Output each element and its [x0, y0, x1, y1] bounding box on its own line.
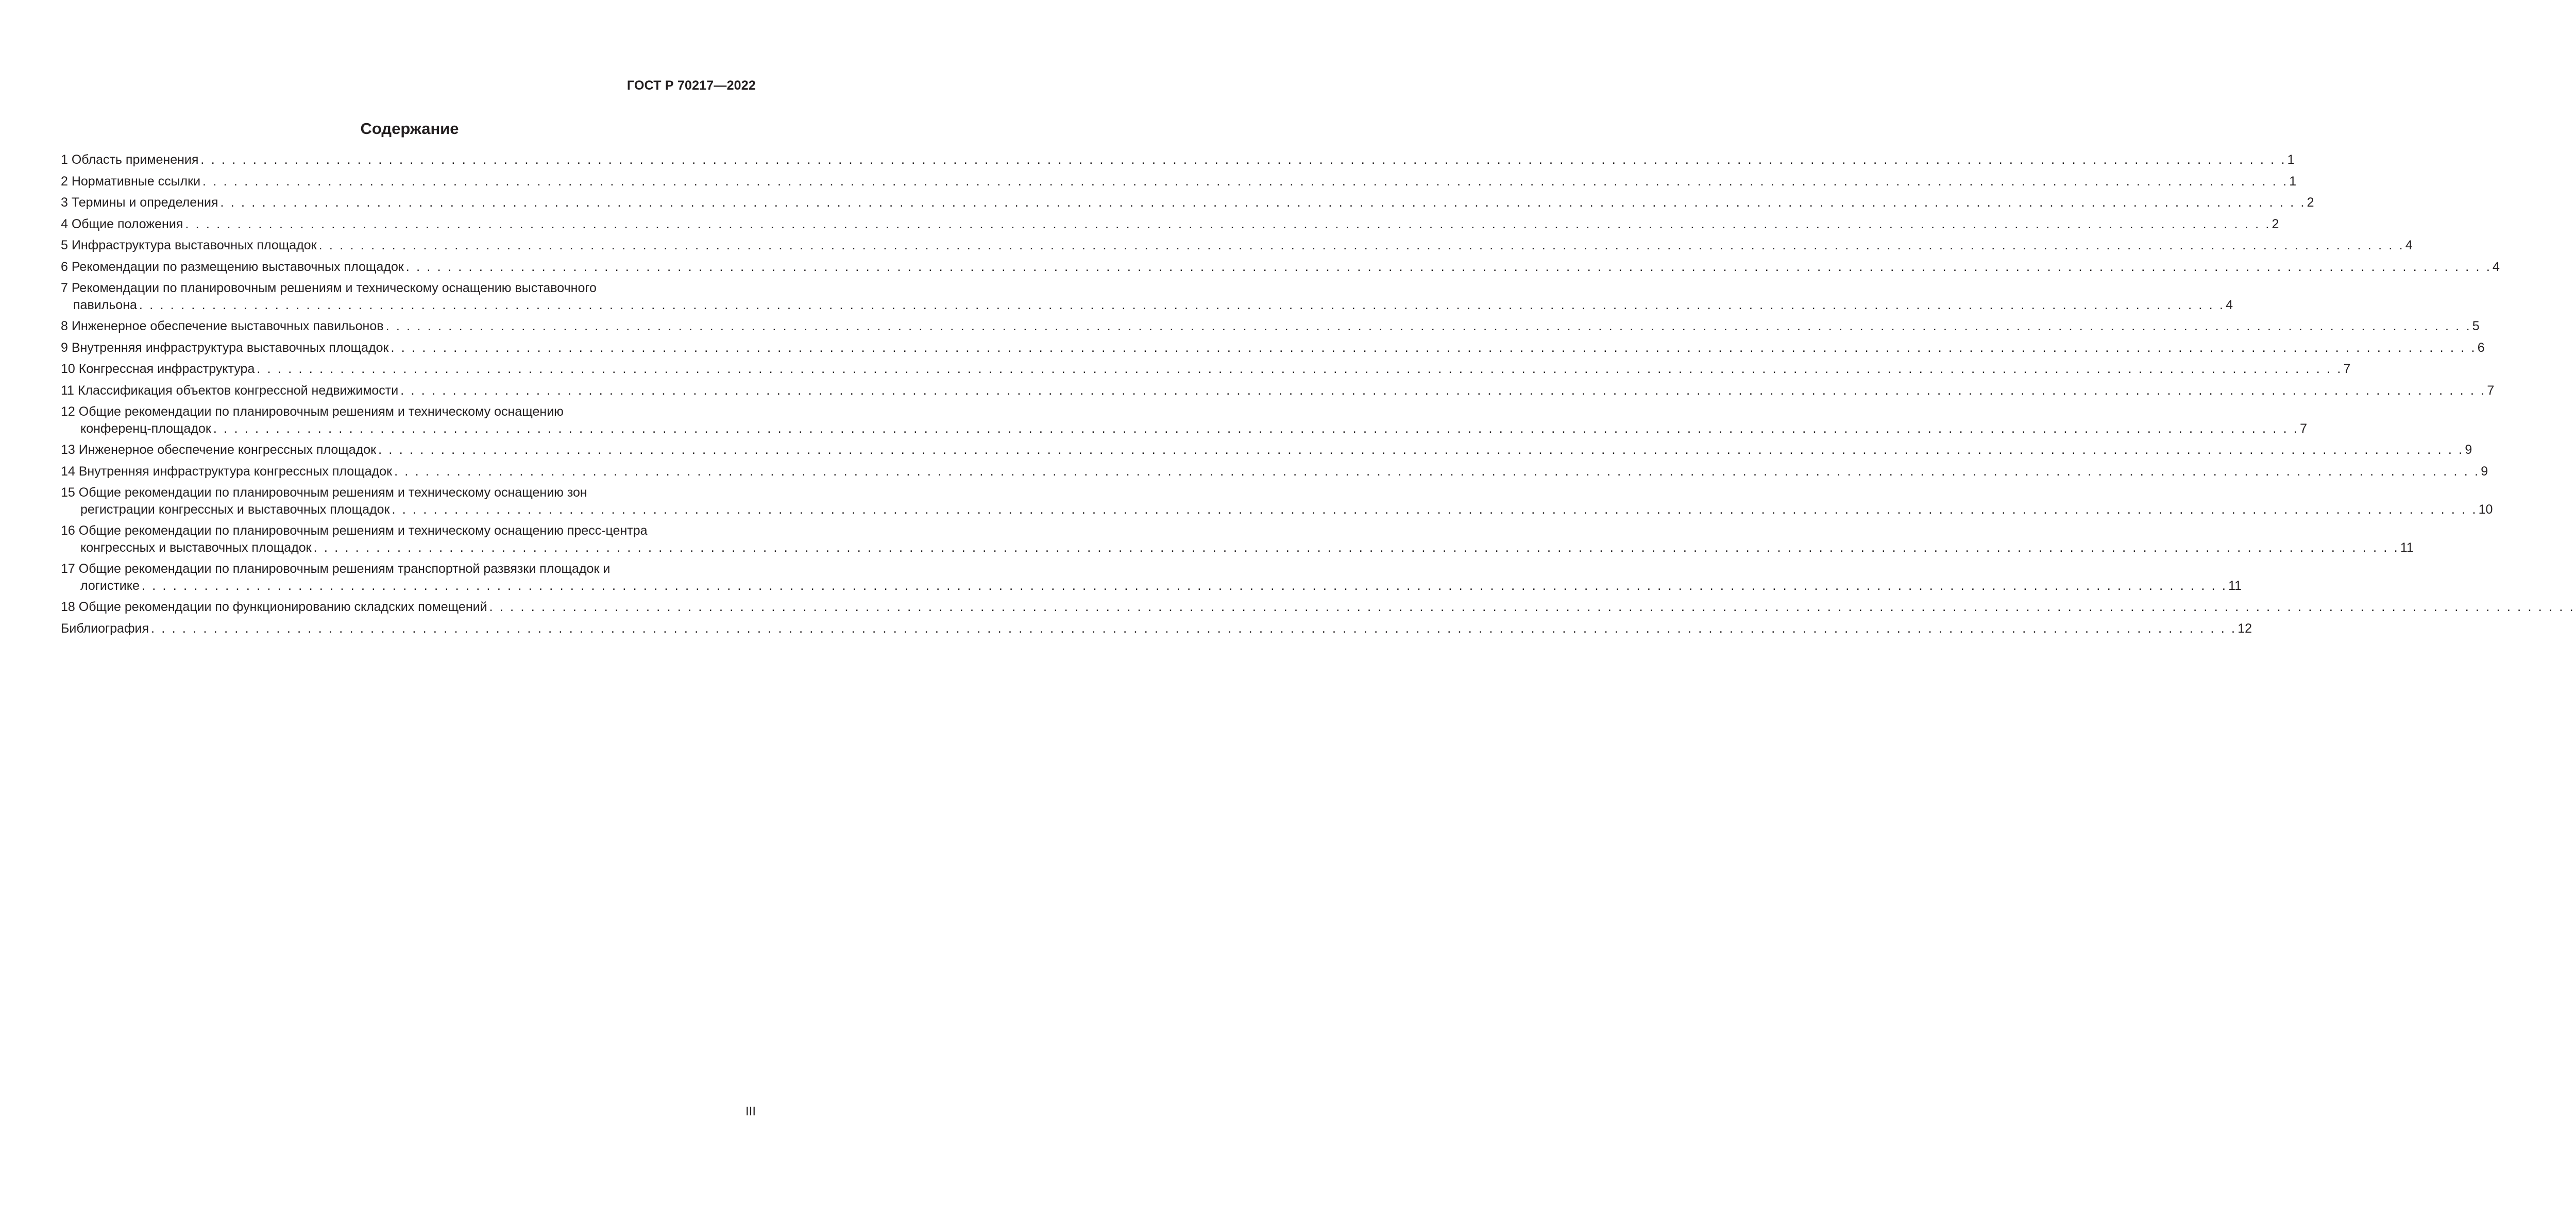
- toc-entry-title-continuation: павильона: [73, 298, 137, 312]
- toc-entry[interactable]: [61, 214, 2279, 235]
- toc-entry-title: 14 Внутренняя инфраструктура конгрессных площадок: [61, 464, 393, 479]
- dot-leader: . . . . . . . . . . . . . . . . . . . . . . . . . . . . . . . . . . . . . . . . . . . . . . . . . . . . . . . . . . . . . . . . . . . . . . . . . . . . . . . . . . . . . . . . . . . . . . . . . . . . . . . . . . . . . . . . . . . . . . . . . . . . . . . . . . . . . . . . . . . . . . . . . . . . . . . . . . . . . . . . . . . . . . . . . . . . . . . . . . . . . . . . . . . . . . . . . . . . . . . .: [200, 152, 2286, 167]
- toc-entry-page: 1: [2289, 174, 2297, 189]
- toc-entry-page: 7: [2343, 362, 2351, 376]
- document-code: ГОСТ Р 70217—2022: [626, 78, 756, 93]
- page-number: III: [745, 1105, 756, 1118]
- dot-leader: . . . . . . . . . . . . . . . . . . . . . . . . . . . . . . . . . . . . . . . . . . . . . . . . . . . . . . . . . . . . . . . . . . . . . . . . . . . . . . . . . . . . . . . . . . . . . . . . . . . . . . . . . . . . . . . . . . . . . . . . . . . . . . . . . . . . . . . . . . . . . . . . . . . . . . . . . . . . . . . . . . . . . . . . . . . . . . . . . . . . . . . . . . . . . . . . . . . . . . . .: [391, 340, 2477, 355]
- dot-leader: . . . . . . . . . . . . . . . . . . . . . . . . . . . . . . . . . . . . . . . . . . . . . . . . . . . . . . . . . . . . . . . . . . . . . . . . . . . . . . . . . . . . . . . . . . . . . . . . . . . . . . . . . . . . . . . . . . . . . . . . . . . . . . . . . . . . . . . . . . . . . . . . . . . . . . . . . . . . . . . . . . . . . . . . . . . . . . . . . . . . . . . . . . . . . . . . . . . . . . . .: [257, 362, 2343, 376]
- toc-entry-title: 6 Рекомендации по размещению выставочных площадок: [61, 259, 404, 274]
- toc-entry-title: 1 Область применения: [61, 152, 199, 167]
- toc-entry-title: 8 Инженерное обеспечение выставочных павильонов: [61, 319, 384, 333]
- dot-leader: . . . . . . . . . . . . . . . . . . . . . . . . . . . . . . . . . . . . . . . . . . . . . . . . . . . . . . . . . . . . . . . . . . . . . . . . . . . . . . . . . . . . . . . . . . . . . . . . . . . . . . . . . . . . . . . . . . . . . . . . . . . . . . . . . . . . . . . . . . . . . . . . . . . . . . . . . . . . . . . . . . . . . . . . . . . . . . . . . . . . . . . . . . . . . . . . . . . . . . . .: [220, 195, 2306, 210]
- toc-entry-page: 9: [2465, 443, 2472, 457]
- dot-leader: . . . . . . . . . . . . . . . . . . . . . . . . . . . . . . . . . . . . . . . . . . . . . . . . . . . . . . . . . . . . . . . . . . . . . . . . . . . . . . . . . . . . . . . . . . . . . . . . . . . . . . . . . . . . . . . . . . . . . . . . . . . . . . . . . . . . . . . . . . . . . . . . . . . . . . . . . . . . . . . . . . . . . . . . . . . . . . . . . . . . . . . . . . . . . . . . . . . . . . . .: [378, 443, 2464, 457]
- toc-entry-page: 1: [2287, 152, 2295, 167]
- toc-entry-title: 15 Общие рекомендации по планировочным решениям и техническому оснащению зон: [61, 485, 587, 500]
- toc-entry[interactable]: [61, 192, 2314, 214]
- dot-leader: . . . . . . . . . . . . . . . . . . . . . . . . . . . . . . . . . . . . . . . . . . . . . . . . . . . . . . . . . . . . . . . . . . . . . . . . . . . . . . . . . . . . . . . . . . . . . . . . . . . . . . . . . . . . . . . . . . . . . . . . . . . . . . . . . . . . . . . . . . . . . . . . . . . . . . . . . . . . . . . . . . . . . . . . . . . . . . . . . . . . . . . . . . . . . . . . . . . . . . . .: [405, 259, 2492, 274]
- dot-leader: . . . . . . . . . . . . . . . . . . . . . . . . . . . . . . . . . . . . . . . . . . . . . . . . . . . . . . . . . . . . . . . . . . . . . . . . . . . . . . . . . . . . . . . . . . . . . . . . . . . . . . . . . . . . . . . . . . . . . . . . . . . . . . . . . . . . . . . . . . . . . . . . . . . . . . . . . . . . . . . . . . . . . . . . . . . . . . . . . . . . . . . . . . . . . . . . . . . . . . . .: [313, 540, 2399, 555]
- toc-entry-title-continuation: конгрессных и выставочных площадок: [80, 540, 312, 555]
- toc-entry-title: 16 Общие рекомендации по планировочным решениям и техническому оснащению пресс-центра: [61, 523, 648, 538]
- toc-title: Содержание: [360, 120, 459, 138]
- dot-leader: . . . . . . . . . . . . . . . . . . . . . . . . . . . . . . . . . . . . . . . . . . . . . . . . . . . . . . . . . . . . . . . . . . . . . . . . . . . . . . . . . . . . . . . . . . . . . . . . . . . . . . . . . . . . . . . . . . . . . . . . . . . . . . . . . . . . . . . . . . . . . . . . . . . . . . . . . . . . . . . . . . . . . . . . . . . . . . . . . . . . . . . . . . . . . . . . . . . . . . . .: [489, 600, 2575, 614]
- dot-leader: . . . . . . . . . . . . . . . . . . . . . . . . . . . . . . . . . . . . . . . . . . . . . . . . . . . . . . . . . . . . . . . . . . . . . . . . . . . . . . . . . . . . . . . . . . . . . . . . . . . . . . . . . . . . . . . . . . . . . . . . . . . . . . . . . . . . . . . . . . . . . . . . . . . . . . . . . . . . . . . . . . . . . . . . . . . . . . . . . . . . . . . . . . . . . . . . . . . . . . . .: [392, 502, 2478, 517]
- toc-entry-page: 12: [2238, 621, 2252, 636]
- toc-entry-title: 2 Нормативные ссылки: [61, 174, 201, 189]
- toc-entry-title: 18 Общие рекомендации по функционированию складских помещений: [61, 600, 487, 614]
- toc-entry-title: 5 Инфраструктура выставочных площадок: [61, 238, 317, 252]
- toc-entry[interactable]: [61, 461, 2488, 483]
- table-of-contents: [61, 149, 2575, 639]
- toc-entry[interactable]: [61, 359, 2351, 380]
- toc-entry-title-continuation: логистике: [80, 579, 140, 593]
- toc-entry-title: Библиография: [61, 621, 149, 636]
- toc-entry-title: 4 Общие положения: [61, 216, 183, 231]
- toc-entry-page: 11: [2400, 540, 2414, 555]
- toc-entry[interactable]: [61, 257, 2500, 278]
- toc-entry-page: 4: [2492, 259, 2500, 274]
- toc-entry[interactable]: [61, 171, 2297, 193]
- toc-entry-page: 4: [2405, 238, 2413, 252]
- dot-leader: . . . . . . . . . . . . . . . . . . . . . . . . . . . . . . . . . . . . . . . . . . . . . . . . . . . . . . . . . . . . . . . . . . . . . . . . . . . . . . . . . . . . . . . . . . . . . . . . . . . . . . . . . . . . . . . . . . . . . . . . . . . . . . . . . . . . . . . . . . . . . . . . . . . . . . . . . . . . . . . . . . . . . . . . . . . . . . . . . . . . . . . . . . . . . . . . . . . . . . . .: [185, 216, 2271, 231]
- toc-entry-page: 4: [2226, 298, 2233, 312]
- toc-entry[interactable]: [61, 401, 2307, 439]
- toc-entry-title: 10 Конгрессная инфраструктура: [61, 362, 255, 376]
- toc-entry-title-continuation: регистрации конгрессных и выставочных площадок: [80, 502, 390, 517]
- dot-leader: . . . . . . . . . . . . . . . . . . . . . . . . . . . . . . . . . . . . . . . . . . . . . . . . . . . . . . . . . . . . . . . . . . . . . . . . . . . . . . . . . . . . . . . . . . . . . . . . . . . . . . . . . . . . . . . . . . . . . . . . . . . . . . . . . . . . . . . . . . . . . . . . . . . . . . . . . . . . . . . . . . . . . . . . . . . . . . . . . . . . . . . . . . . . . . . . . . . . . . . .: [151, 621, 2237, 636]
- toc-entry-title: 17 Общие рекомендации по планировочным решениям транспортной развязки площадок и: [61, 562, 611, 576]
- toc-entry[interactable]: [61, 316, 2480, 337]
- toc-entry[interactable]: [61, 149, 2295, 171]
- toc-entry-title-continuation: конференц-площадок: [80, 421, 211, 436]
- dot-leader: . . . . . . . . . . . . . . . . . . . . . . . . . . . . . . . . . . . . . . . . . . . . . . . . . . . . . . . . . . . . . . . . . . . . . . . . . . . . . . . . . . . . . . . . . . . . . . . . . . . . . . . . . . . . . . . . . . . . . . . . . . . . . . . . . . . . . . . . . . . . . . . . . . . . . . . . . . . . . . . . . . . . . . . . . . . . . . . . . . . . . . . . . . . . . . . . . . . . . . . .: [385, 319, 2471, 333]
- toc-entry[interactable]: [61, 558, 2242, 597]
- toc-entry-title: 3 Термины и определения: [61, 195, 218, 210]
- toc-entry[interactable]: [61, 235, 2413, 257]
- dot-leader: . . . . . . . . . . . . . . . . . . . . . . . . . . . . . . . . . . . . . . . . . . . . . . . . . . . . . . . . . . . . . . . . . . . . . . . . . . . . . . . . . . . . . . . . . . . . . . . . . . . . . . . . . . . . . . . . . . . . . . . . . . . . . . . . . . . . . . . . . . . . . . . . . . . . . . . . . . . . . . . . . . . . . . . . . . . . . . . . . . . . . . . . . . . . . . . . . . . . . . . .: [141, 579, 2228, 593]
- toc-entry-page: 7: [2487, 383, 2495, 398]
- dot-leader: . . . . . . . . . . . . . . . . . . . . . . . . . . . . . . . . . . . . . . . . . . . . . . . . . . . . . . . . . . . . . . . . . . . . . . . . . . . . . . . . . . . . . . . . . . . . . . . . . . . . . . . . . . . . . . . . . . . . . . . . . . . . . . . . . . . . . . . . . . . . . . . . . . . . . . . . . . . . . . . . . . . . . . . . . . . . . . . . . . . . . . . . . . . . . . . . . . . . . . . .: [202, 174, 2289, 189]
- toc-entry[interactable]: [61, 380, 2495, 402]
- toc-entry-title: 7 Рекомендации по планировочным решениям и техническому оснащению выставочного: [61, 281, 597, 295]
- toc-entry[interactable]: [61, 520, 2414, 558]
- toc-entry-title: 13 Инженерное обеспечение конгрессных площадок: [61, 443, 377, 457]
- toc-entry-title: 12 Общие рекомендации по планировочным решениям и техническому оснащению: [61, 404, 564, 419]
- toc-entry[interactable]: [61, 618, 2252, 640]
- toc-entry[interactable]: [61, 439, 2472, 461]
- toc-entry[interactable]: [61, 337, 2485, 359]
- toc-entry-title: 11 Классификация объектов конгрессной недвижимости: [61, 383, 399, 398]
- toc-entry-page: 5: [2472, 319, 2480, 333]
- dot-leader: . . . . . . . . . . . . . . . . . . . . . . . . . . . . . . . . . . . . . . . . . . . . . . . . . . . . . . . . . . . . . . . . . . . . . . . . . . . . . . . . . . . . . . . . . . . . . . . . . . . . . . . . . . . . . . . . . . . . . . . . . . . . . . . . . . . . . . . . . . . . . . . . . . . . . . . . . . . . . . . . . . . . . . . . . . . . . . . . . . . . . . . . . . . . . . . . . . . . . . . .: [394, 464, 2480, 479]
- dot-leader: . . . . . . . . . . . . . . . . . . . . . . . . . . . . . . . . . . . . . . . . . . . . . . . . . . . . . . . . . . . . . . . . . . . . . . . . . . . . . . . . . . . . . . . . . . . . . . . . . . . . . . . . . . . . . . . . . . . . . . . . . . . . . . . . . . . . . . . . . . . . . . . . . . . . . . . . . . . . . . . . . . . . . . . . . . . . . . . . . . . . . . . . . . . . . . . . . . . . . . . .: [400, 383, 2486, 398]
- toc-entry[interactable]: [61, 597, 2575, 618]
- dot-leader: . . . . . . . . . . . . . . . . . . . . . . . . . . . . . . . . . . . . . . . . . . . . . . . . . . . . . . . . . . . . . . . . . . . . . . . . . . . . . . . . . . . . . . . . . . . . . . . . . . . . . . . . . . . . . . . . . . . . . . . . . . . . . . . . . . . . . . . . . . . . . . . . . . . . . . . . . . . . . . . . . . . . . . . . . . . . . . . . . . . . . . . . . . . . . . . . . . . . . . . .: [139, 298, 2225, 312]
- toc-entry[interactable]: [61, 278, 2233, 316]
- toc-entry-page: 6: [2477, 340, 2485, 355]
- toc-entry-page: 10: [2478, 502, 2493, 517]
- dot-leader: . . . . . . . . . . . . . . . . . . . . . . . . . . . . . . . . . . . . . . . . . . . . . . . . . . . . . . . . . . . . . . . . . . . . . . . . . . . . . . . . . . . . . . . . . . . . . . . . . . . . . . . . . . . . . . . . . . . . . . . . . . . . . . . . . . . . . . . . . . . . . . . . . . . . . . . . . . . . . . . . . . . . . . . . . . . . . . . . . . . . . . . . . . . . . . . . . . . . . . . .: [318, 238, 2404, 252]
- dot-leader: . . . . . . . . . . . . . . . . . . . . . . . . . . . . . . . . . . . . . . . . . . . . . . . . . . . . . . . . . . . . . . . . . . . . . . . . . . . . . . . . . . . . . . . . . . . . . . . . . . . . . . . . . . . . . . . . . . . . . . . . . . . . . . . . . . . . . . . . . . . . . . . . . . . . . . . . . . . . . . . . . . . . . . . . . . . . . . . . . . . . . . . . . . . . . . . . . . . . . . . .: [213, 421, 2299, 436]
- toc-entry-page: 7: [2300, 421, 2307, 436]
- toc-entry-page: 2: [2307, 195, 2314, 210]
- toc-entry-page: 11: [2228, 579, 2242, 593]
- toc-entry-page: 2: [2272, 216, 2279, 231]
- toc-entry-page: 9: [2481, 464, 2488, 479]
- toc-entry-title: 9 Внутренняя инфраструктура выставочных площадок: [61, 340, 389, 355]
- toc-entry[interactable]: [61, 482, 2493, 520]
